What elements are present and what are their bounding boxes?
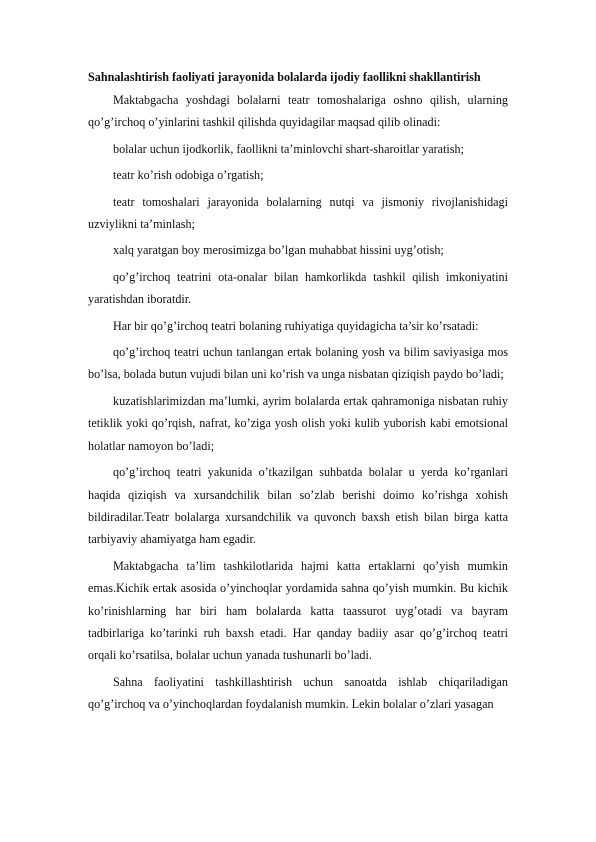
paragraph-goal-3: teatr tomoshalari jarayonida bolalarning nutqi va jismoniy rivojlanishidagi uzviylikni ta’minlash;: [88, 194, 508, 232]
paragraph-preschool: Maktabgacha ta’lim tashkilotlarida hajmi katta ertaklarni qo’yish mumkin emas.Kichik ertak asosida o’yinchoqlar yordamida sahna qo’yish mumkin. Bu kichik ko’rinishlarning har biri ham bolalarda katta taassurot uyg’otadi va bayram tadbirlariga ko’tarinki ruh baxsh etadi. Har qanday badiiy asar qo’g’irchoq teatri orqali ko’rsatilsa, bolalar uchun yanada tushunarli bo’ladi.: [88, 558, 508, 663]
paragraph-stage-activity: Sahna faoliyatini tashkillashtirish uchun sanoatda ishlab chiqariladigan qo’g’irchoq va o’yinchoqlardan foydalanish mumkin. Lekin bolalar o’zlari yasagan: [88, 674, 508, 712]
paragraph-effects-intro: Har bir qo’g’irchoq teatri bolaning ruhiyatiga quyidagicha ta’sir ko’rsatadi:: [113, 318, 479, 333]
paragraph-effect-1: qo’g’irchoq teatri uchun tanlangan ertak bolaning yosh va bilim saviyasiga mos bo’lsa, bolada butun vujudi bilan uni ko’rish va unga nisbatan qiziqish paydo bo’ladi;: [88, 345, 508, 382]
document-title: Sahnalashtirish faoliyati jarayonida bolalarda ijodiy faollikni shakllantirish: [88, 70, 481, 84]
paragraph-goal-2: teatr ko’rish odobiga o’rgatish;: [113, 168, 264, 183]
document-page: [88, 68, 508, 716]
paragraph-effect-2: kuzatishlarimizdan ma’lumki, ayrim bolalarda ertak qahramoniga nisbatan ruhiy tetiklik yoki qo’rqish, nafrat, ko’ziga yosh olish yoki kulib yuborish kabi emotsional holatlar namoyon bo’ladi;: [88, 393, 508, 453]
paragraph-intro: Maktabgacha yoshdagi bolalarni teatr tomoshalariga oshno qilish, ularning qo’g’irchoq o’yinlarini tashkil qilishda quyidagilar maqsad qilib olinadi:: [88, 93, 508, 130]
paragraph-goal-1: bolalar uchun ijodkorlik, faollikni ta’minlovchi shart-sharoitlar yaratish;: [113, 141, 464, 156]
paragraph-goal-5: qo’g’irchoq teatrini ota-onalar bilan hamkorlikda tashkil qilish imkoniyatini yaratishdan iboratdir.: [88, 269, 508, 307]
paragraph-goal-4: xalq yaratgan boy merosimizga bo’lgan muhabbat hissini uyg’otish;: [113, 243, 444, 258]
paragraph-effect-3: qo’g’irchoq teatri yakunida o’tkazilgan suhbatda bolalar u yerda ko’rganlari haqida qiziqish va xursandchilik bilan so’zlab berishi doimo ko’rishga xohish bildiradilar.Teatr bolalarga xursandchilik va quvonch baxsh etish bilan birga katta tarbiyaviy ahamiyatga ham egadir.: [88, 465, 508, 547]
